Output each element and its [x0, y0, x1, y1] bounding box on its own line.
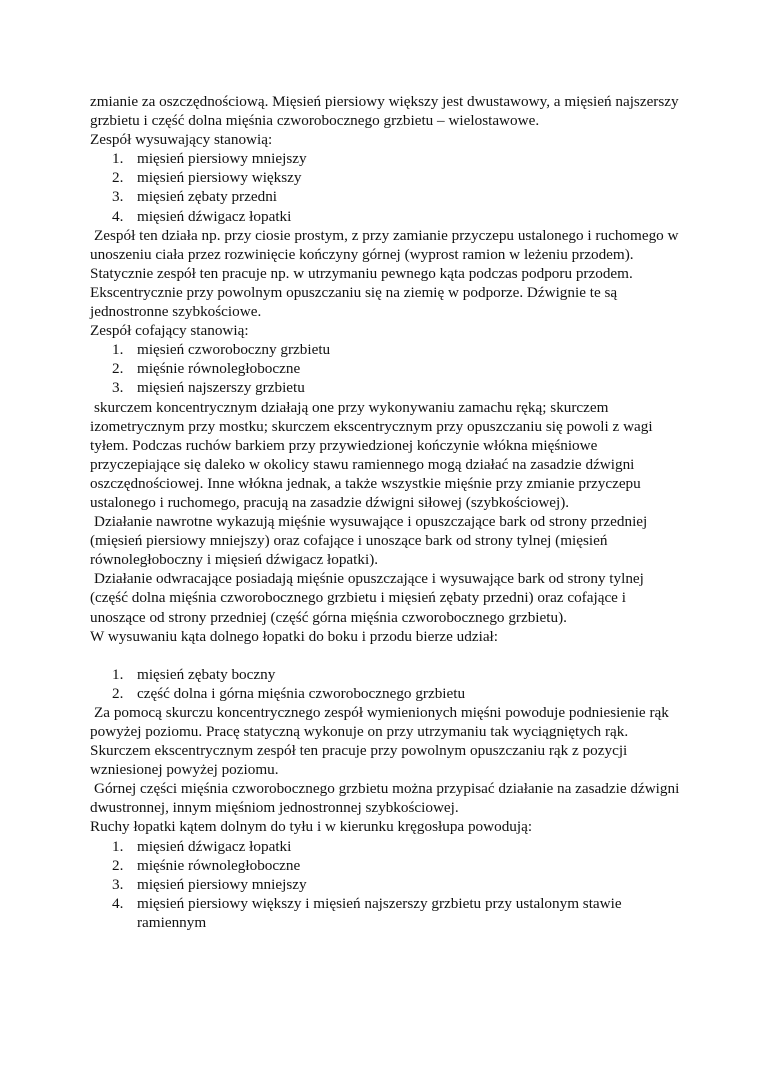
paragraph-heading: W wysuwaniu kąta dolnego łopatki do boku i przodu bierze udział:	[90, 627, 498, 645]
list-item	[90, 359, 680, 378]
list-item	[90, 684, 680, 703]
list-item-text: mięśnie równoległoboczne	[137, 856, 301, 874]
paragraph-heading: Zespół cofający stanowią:	[90, 322, 249, 340]
list-item-number: 4.	[112, 207, 124, 225]
list-item-text: mięsień dźwigacz łopatki	[137, 207, 292, 225]
list-item	[90, 168, 680, 187]
numbered-list	[90, 340, 680, 397]
list-item-number: 1.	[112, 665, 124, 683]
list-item-text: mięsień zębaty boczny	[137, 665, 276, 683]
list-item-number: 1.	[112, 341, 124, 359]
list-item	[90, 837, 680, 856]
list-item	[90, 378, 680, 397]
list-item	[90, 149, 680, 168]
list-item-text: mięsień piersiowy mniejszy	[137, 875, 307, 893]
list-item-text: mięsień piersiowy większy i mięsień najszerszy grzbietu przy ustalonym stawie ramiennym	[137, 894, 622, 931]
paragraph-heading: Ruchy łopatki kątem dolnym do tyłu i w kierunku kręgosłupa powodują:	[90, 818, 533, 836]
list-item	[90, 665, 680, 684]
list-item-number: 1.	[112, 150, 124, 168]
list-item	[90, 875, 680, 894]
list-item-number: 4.	[112, 894, 124, 912]
numbered-list	[90, 837, 680, 932]
list-item-number: 2.	[112, 360, 124, 378]
list-item-text: mięsień zębaty przedni	[137, 188, 278, 206]
list-item-text: mięsień czworoboczny grzbietu	[137, 341, 331, 359]
numbered-list	[90, 665, 680, 703]
list-item-number: 2.	[112, 169, 124, 187]
numbered-list	[90, 149, 680, 225]
document-page	[90, 92, 680, 932]
paragraph-heading: Zespół wysuwający stanowią:	[90, 131, 273, 149]
list-item-text: mięśnie równoległoboczne	[137, 360, 301, 378]
list-item-number: 3.	[112, 188, 124, 206]
list-item-text: mięsień piersiowy mniejszy	[137, 150, 307, 168]
paragraph: zmianie za oszczędnościową. Mięsień piersiowy większy jest dwustawowy, a mięsień najszerszy grzbietu i część dolna mięśnia czworobocznego grzbietu – wielostawowe.	[90, 93, 679, 130]
list-item-number: 2.	[112, 856, 124, 874]
paragraph: Górnej części mięśnia czworobocznego grzbietu można przypisać działanie na zasadzie dźwigni dwustronnej, innym mięśniom jednostronnej szybkościowej.	[90, 780, 680, 817]
list-item-number: 3.	[112, 875, 124, 893]
paragraph: Działanie nawrotne wykazują mięśnie wysuwające i opuszczające bark od strony przedniej (mięsień piersiowy mniejszy) oraz cofające i unoszące bark od strony tylnej (mięsień równoległoboczny i mięsień dźwigacz łopatki).	[90, 513, 648, 569]
list-item-text: mięsień dźwigacz łopatki	[137, 837, 292, 855]
list-item	[90, 856, 680, 875]
list-item-number: 1.	[112, 837, 124, 855]
list-item	[90, 340, 680, 359]
paragraph: Działanie odwracające posiadają mięśnie opuszczające i wysuwające bark od strony tylnej (część dolna mięśnia czworobocznego grzbietu i mięsień zębaty przedni) oraz cofające i unoszące od strony przedniej (część górna mięśnia czworobocznego grzbietu).	[90, 570, 644, 626]
paragraph: skurczem koncentrycznym działają one przy wykonywaniu zamachu ręką; skurczem izometrycznym przy mostku; skurczem ekscentrycznym przy opuszczaniu się powoli z wagi tyłem. Podczas ruchów barkiem przy przywiedzionej kończynie włókna mięśniowe przyczepiające się daleko w okolicy stawu ramiennego mogą działać na zasadzie dźwigni oszczędnościowej. Inne włókna jednak, a także wszystkie mięśnie przy zmianie przyczepu ustalonego i ruchomego, pracują na zasadzie dźwigni siłowej (szybkościowej).	[90, 398, 653, 511]
list-item-number: 2.	[112, 684, 124, 702]
blank-line	[90, 646, 680, 665]
list-item	[90, 894, 680, 932]
list-item	[90, 207, 680, 226]
list-item-number: 3.	[112, 379, 124, 397]
list-item-text: mięsień piersiowy większy	[137, 169, 302, 187]
paragraph: Zespół ten działa np. przy ciosie prostym, z przy zamianie przyczepu ustalonego i ruchomego w unoszeniu ciała przez rozwinięcie kończyny górnej (wyprost ramion w leżeniu przodem). Statycznie zespół ten pracuje np. w utrzymaniu pewnego kąta podczas podporu przodem. Ekscentrycznie przy powolnym opuszczaniu się na ziemię w podporze. Dźwignie te są jednostronne szybkościowe.	[90, 226, 679, 321]
list-item-text: część dolna i górna mięśnia czworobocznego grzbietu	[137, 684, 466, 702]
paragraph: Za pomocą skurczu koncentrycznego zespół wymienionych mięśni powoduje podniesienie rąk powyżej poziomu. Pracę statyczną wykonuje on przy utrzymaniu tak wyciągniętych rąk. Skurczem ekscentrycznym zespół ten pracuje przy powolnym opuszczaniu rąk z pozycji wzniesionej powyżej poziomu.	[90, 703, 669, 779]
list-item-text: mięsień najszerszy grzbietu	[137, 379, 305, 397]
list-item	[90, 187, 680, 206]
